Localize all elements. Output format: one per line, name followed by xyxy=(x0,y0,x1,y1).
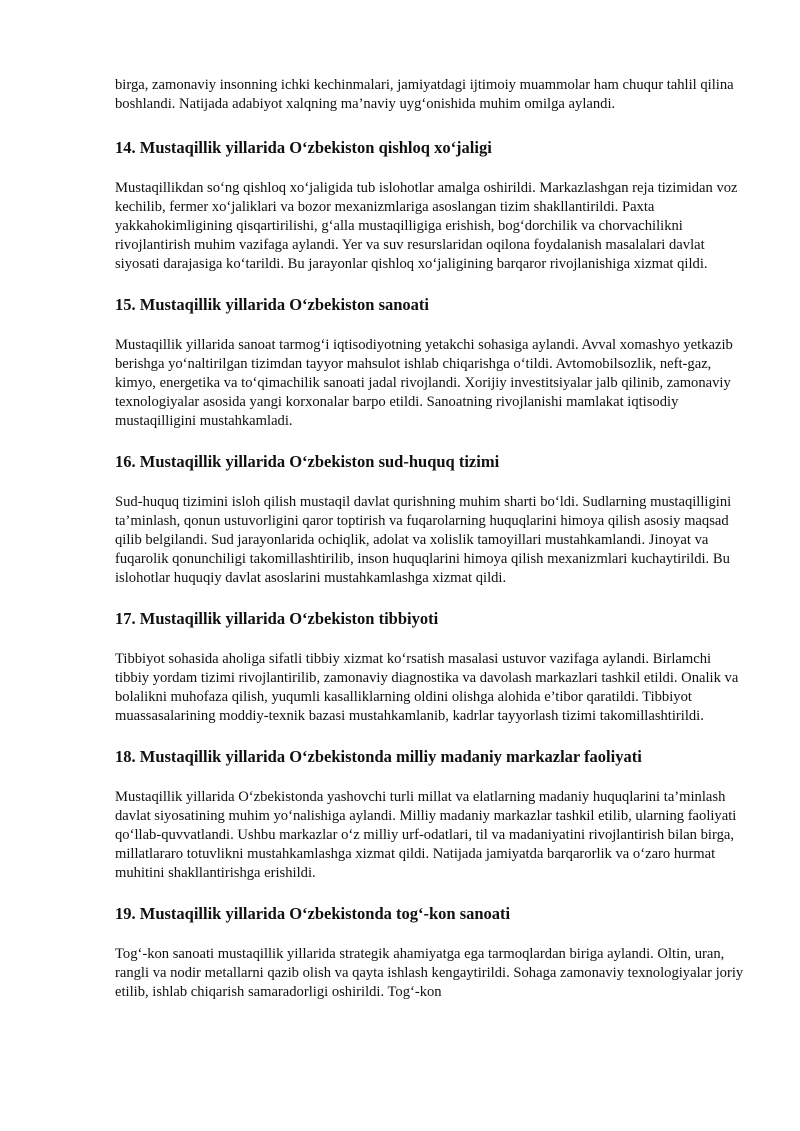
section-heading: 18. Mustaqillik yillarida O‘zbekistonda milliy madaniy markazlar faoliyati xyxy=(115,747,642,766)
section-body: Mustaqillikdan so‘ng qishloq xo‘jaligida tub islohotlar amalga oshirildi. Markazlashgan reja tizimidan voz kechilib, fermer xo‘jaliklari va bozor mexanizmlariga asoslangan tizim shakllantirildi. Paxta yakkahokimligining qisqartirilishi, g‘alla mustaqilligiga erishish, bog‘dorchilik va chorvachilikni rivojlantirish muhim vazifaga aylandi. Yer va suv resurslaridan oqilona foydalanish masalalari davlat siyosati darajasiga ko‘tarildi. Bu jarayonlar qishloq xo‘jaligining barqaror rivojlanishiga xizmat qildi. xyxy=(115,180,738,272)
section-body: Mustaqillik yillarida O‘zbekistonda yashovchi turli millat va elatlarning madaniy huquqlarini ta’minlash davlat siyosatining muhim yo‘nalishiga aylandi. Milliy madaniy markazlar tashkil etilib, ularning faoliyati qo‘llab-quvvatlandi. Ushbu markazlar o‘z milliy urf-odatlari, til va madaniyatini rivojlantirish bilan birga, millatlararo totuvlikni mustahkamlashga xizmat qildi. Natijada jamiyatda barqarorlik va o‘zaro hurmat muhitini shakllantirishga erishildi. xyxy=(115,789,737,881)
section-heading: 17. Mustaqillik yillarida O‘zbekiston tibbiyoti xyxy=(115,609,439,628)
section-body: Mustaqillik yillarida sanoat tarmog‘i iqtisodiyotning yetakchi sohasiga aylandi. Avval xomashyo yetkazib berishga yo‘naltirilgan tizimdan tayyor mahsulot ishlab chiqarishga o‘tildi. Avtomobilsozlik, neft-gaz, kimyo, energetika va to‘qimachilik sanoati jadal rivojlandi. Xorijiy investitsiyalar jalb qilinib, zamonaviy texnologiyalar asosida yangi korxonalar barpo etildi. Sanoatning rivojlanishi mamlakat iqtisodiy mustaqilligini mustahkamladi. xyxy=(115,337,733,429)
section-19 xyxy=(115,904,747,1002)
intro-paragraph: birga, zamonaviy insonning ichki kechinmalari, jamiyatdagi ijtimoiy muammolar ham chuqur tahlil qilina boshlandi. Natijada adabiyot xalqning ma’naviy uyg‘onishida muhim omilga aylandi. xyxy=(115,77,734,112)
section-14 xyxy=(115,138,747,274)
document-page xyxy=(115,76,747,1023)
section-body: Sud-huquq tizimini isloh qilish mustaqil davlat qurishning muhim sharti bo‘ldi. Sudlarning mustaqilligini ta’minlash, qonun ustuvorligini qaror toptirish va fuqarolarning huquqlarini himoya qilish asosiy maqsad qilib belgilandi. Sud jarayonlarida ochiqlik, adolat va xolislik tamoyillari mustahkamlandi. Jinoyat va fuqarolik qonunchiligi takomillashtirilib, inson huquqlarini himoya qilish mexanizmlari kuchaytirildi. Bu islohotlar huquqiy davlat asoslarini mustahkamlashga xizmat qildi. xyxy=(115,494,732,586)
section-body: Tibbiyot sohasida aholiga sifatli tibbiy xizmat ko‘rsatish masalasi ustuvor vazifaga aylandi. Birlamchi tibbiy yordam tizimi rivojlantirilib, zamonaviy diagnostika va davolash markazlari tashkil etildi. Onalik va bolalikni muhofaza qilish, yuqumli kasalliklarning oldini olishga alohida e’tibor qaratildi. Tibbiyot muassasalarining moddiy-texnik bazasi mustahkamlanib, kadrlar tayyorlash tizimi takomillashtirildi. xyxy=(115,651,739,724)
section-16 xyxy=(115,452,747,588)
section-heading: 14. Mustaqillik yillarida O‘zbekiston qishloq xo‘jaligi xyxy=(115,138,492,157)
section-17 xyxy=(115,609,747,726)
section-body: Tog‘-kon sanoati mustaqillik yillarida strategik ahamiyatga ega tarmoqlardan biriga aylandi. Oltin, uran, rangli va nodir metallarni qazib olish va qayta ishlash kengaytirildi. Sohaga zamonaviy texnologiyalar joriy etilib, ishlab chiqarish samaradorligi oshirildi. Tog‘-kon xyxy=(115,946,744,1000)
section-heading: 16. Mustaqillik yillarida O‘zbekiston sud-huquq tizimi xyxy=(115,452,500,471)
section-heading: 19. Mustaqillik yillarida O‘zbekistonda tog‘-kon sanoati xyxy=(115,904,511,923)
section-15 xyxy=(115,295,747,431)
section-18 xyxy=(115,747,747,883)
section-heading: 15. Mustaqillik yillarida O‘zbekiston sanoati xyxy=(115,295,429,314)
